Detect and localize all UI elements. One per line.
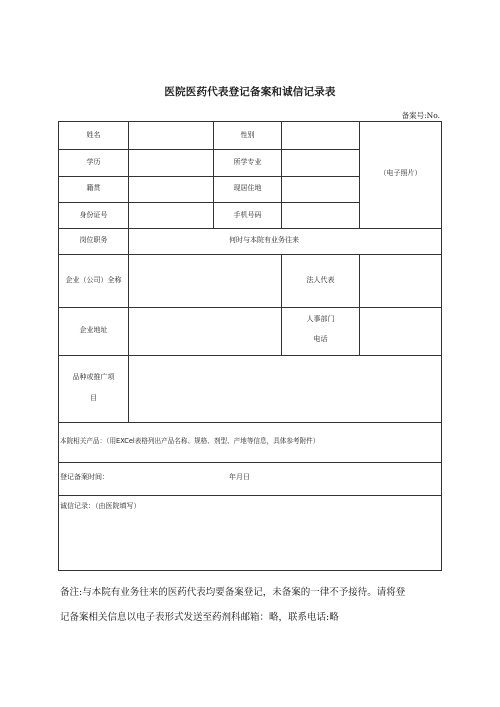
- row-divider: [59, 228, 441, 229]
- row-divider: [59, 462, 441, 463]
- gender-label: 性别: [240, 131, 255, 139]
- integrity-record-label: 诚信记录：（由医院填写）: [60, 502, 141, 510]
- company-address-label: 企业地址: [79, 326, 108, 334]
- registration-time-label: 登记备案时间：: [60, 473, 109, 481]
- remarks-line-2: 记备案相关信息以电子表形式发送至药剂科邮箱：略，联系电话:略: [60, 612, 339, 623]
- related-products-label: 本院相关产品：（用EXCel表格列出产品名称、规格、剂型、产地等信息，具体参考附件）: [60, 437, 320, 445]
- education-label: 学历: [86, 158, 101, 166]
- photo-placeholder[interactable]: （电子照片）: [379, 169, 422, 177]
- row-divider: [59, 495, 441, 496]
- company-name-value[interactable]: [129, 255, 281, 307]
- address-label: 现居住地: [233, 184, 262, 192]
- business-since-label: 何时与本院有业务往来: [229, 236, 299, 244]
- position-value[interactable]: [129, 229, 217, 254]
- products-label-line2: 目: [90, 394, 97, 402]
- column-divider: [359, 254, 360, 355]
- education-value[interactable]: [129, 150, 213, 176]
- gender-value[interactable]: [282, 122, 359, 149]
- products-value[interactable]: [129, 356, 441, 422]
- hr-department-label: 人事部门: [306, 315, 335, 323]
- position-label: 岗位职务: [79, 236, 108, 244]
- id-number-label: 身份证号: [79, 211, 108, 219]
- name-value[interactable]: [129, 122, 213, 149]
- hometown-label: 籍贯: [86, 184, 101, 192]
- major-value[interactable]: [282, 150, 359, 176]
- phone-label: 手机号码: [233, 211, 262, 219]
- registration-form-table: [58, 121, 442, 571]
- company-address-value[interactable]: [129, 308, 281, 355]
- row-divider: [59, 422, 441, 423]
- legal-representative-label: 法人代表: [306, 276, 335, 284]
- phone-value[interactable]: [282, 203, 359, 228]
- major-label: 所学专业: [233, 158, 262, 166]
- id-number-value[interactable]: [129, 203, 213, 228]
- hometown-value[interactable]: [129, 177, 213, 202]
- products-label-line1: 品种或推广项: [72, 373, 115, 381]
- company-name-label: 企业（公司）全称: [65, 276, 122, 284]
- record-number-label: 备案号:No.: [401, 111, 440, 120]
- name-label: 姓名: [86, 131, 101, 139]
- registration-date-label: 年月日: [229, 473, 250, 481]
- hr-phone-label: 电话: [313, 335, 328, 343]
- page-title: 医院医药代表登记备案和诚信记录表: [164, 86, 336, 98]
- address-value[interactable]: [282, 177, 359, 202]
- remarks-line-1: 备注:与本院有业务往来的医药代表均要备案登记，未备案的一律不予接待。请将登: [60, 587, 406, 598]
- integrity-record-area[interactable]: [59, 514, 441, 570]
- remarks: [60, 580, 450, 630]
